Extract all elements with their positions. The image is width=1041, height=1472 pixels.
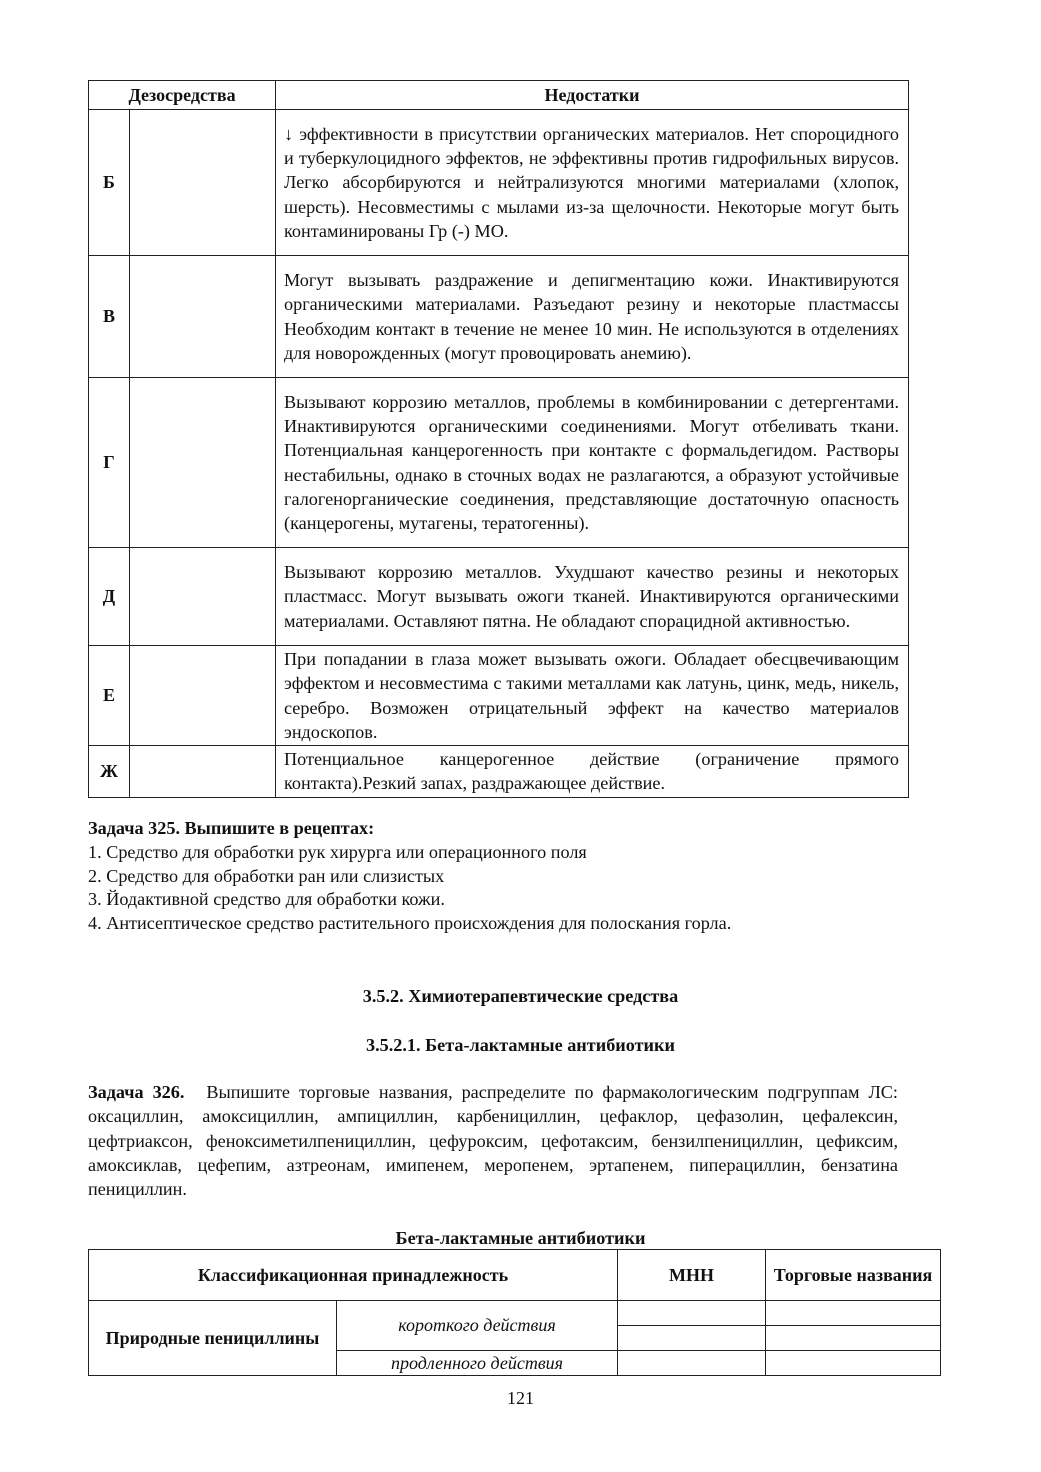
page-number: 121: [507, 1388, 534, 1408]
list-item: 4. Антисептическое средство растительного происхождения для полоскания горла.: [88, 913, 732, 934]
empty-cell: [130, 256, 276, 378]
table-header-row: [89, 1250, 941, 1301]
column-header-inn: МНН: [618, 1250, 766, 1301]
table-row: [89, 548, 909, 646]
row-letter: В: [89, 256, 130, 378]
beta-lactam-table: [88, 1249, 941, 1376]
drawback-text: ↓ эффективности в присутствии органических материалов. Нет спороцидного и туберкулоцидного эффектов, не эффективны против гидрофильных вирусов. Легко абсорбируются и нейтрализуются многими материалами (хлопок, шерсть). Несовместимы с мылами из-за щелочности. Некоторые могут быть контаминированы Гр (-) МО.: [276, 110, 909, 256]
table-caption: Бета-лактамные антибиотики: [395, 1228, 646, 1248]
list-item: 3. Йодактивной средство для обработки кожи.: [88, 889, 445, 910]
task-326-text: Выпишите торговые названия, распределите по фармакологическим подгруппам ЛС: оксациллин, амоксициллин, ампициллин, карбенициллин, цефаклор, цефазолин, цефалексин, цефтриаксон, феноксиметилпенициллин, цефуроксим, цефотаксим, бензилпенициллин, цефиксим, амоксиклав, цефепим, азтреонам, имипенем, меропенем, эртапенем, пиперациллин, бензатина пенициллин.: [88, 1082, 898, 1200]
trade-name-cell[interactable]: [766, 1301, 941, 1326]
table-row: [89, 256, 909, 378]
trade-name-cell[interactable]: [766, 1326, 941, 1351]
row-letter: Б: [89, 110, 130, 256]
group-natural-penicillins: Природные пенициллины: [89, 1301, 337, 1376]
table-row: [89, 746, 909, 798]
row-letter: Г: [89, 378, 130, 548]
empty-cell: [130, 110, 276, 256]
column-header-trade-names: Торговые названия: [766, 1250, 941, 1301]
column-header-drawbacks: Недостатки: [276, 81, 909, 110]
list-item: 1. Средство для обработки рук хирурга или операционного поля: [88, 841, 587, 862]
list-item: 2. Средство для обработки ран или слизистых: [88, 865, 445, 886]
column-header-classification: Классификационная принадлежность: [89, 1250, 618, 1301]
table-row: [89, 646, 909, 746]
drawback-text: Могут вызывать раздражение и депигментацию кожи. Инактивируются органическими материалами. Разъедают резину и некоторые пластмассы Необходим контакт в течение не менее 10 мин. Не используются в отделениях для новорожденных (могут провоцировать анемию).: [276, 256, 909, 378]
empty-cell: [130, 378, 276, 548]
task-325: [88, 817, 898, 936]
table-row: [89, 110, 909, 256]
drawback-text: При попадании в глаза может вызывать ожоги. Обладает обесцвечивающим эффектом и несовместима с такими металлами как латунь, цинк, медь, никель, серебро. Возможен отрицательный эффект на качество материалов эндоскопов.: [276, 646, 909, 746]
subsection-title: 3.5.2.1. Бета-лактамные антибиотики: [365, 1035, 675, 1055]
task-325-title: Задача 325. Выпишите в рецептах:: [88, 818, 375, 838]
inn-cell[interactable]: [618, 1301, 766, 1326]
subgroup-short-acting: короткого действия: [337, 1301, 618, 1351]
drawback-text: Потенциальное канцерогенное действие (ограничение прямого контакта).Резкий запах, раздражающее действие.: [276, 746, 909, 798]
task-326: [88, 1080, 898, 1201]
inn-cell[interactable]: [618, 1351, 766, 1376]
table-header-row: [89, 81, 909, 110]
inn-cell[interactable]: [618, 1326, 766, 1351]
empty-cell: [130, 548, 276, 646]
column-header-disinfectants: Дезосредства: [89, 81, 276, 110]
drawback-text: Вызывают коррозию металлов, проблемы в комбинировании с детергентами. Инактивируются органическими соединениями. Могут отбеливать ткани. Потенциальная канцерогенность при контакте с формальдегидом. Растворы нестабильны, однако в сточных водах не разлагаются, а образуют устойчивые галогенорганические соединения, представляющие достаточную опасность (канцерогены, мутагены, тератогенны).: [276, 378, 909, 548]
task-326-label: Задача 326.: [88, 1082, 185, 1102]
table-row: [89, 1301, 941, 1326]
drawback-text: Вызывают коррозию металлов. Ухудшают качество резины и некоторых пластмасс. Могут вызывать ожоги тканей. Инактивируются органическими материалами. Оставляют пятна. Не обладают спорацидной активностью.: [276, 548, 909, 646]
section-title: 3.5.2. Химиотерапевтические средства: [362, 986, 679, 1006]
subgroup-long-acting: продленного действия: [337, 1351, 618, 1376]
row-letter: Д: [89, 548, 130, 646]
trade-name-cell[interactable]: [766, 1351, 941, 1376]
empty-cell: [130, 746, 276, 798]
disinfectants-drawbacks-table: [88, 80, 909, 798]
row-letter: Е: [89, 646, 130, 746]
table-row: [89, 378, 909, 548]
row-letter: Ж: [89, 746, 130, 798]
empty-cell: [130, 646, 276, 746]
